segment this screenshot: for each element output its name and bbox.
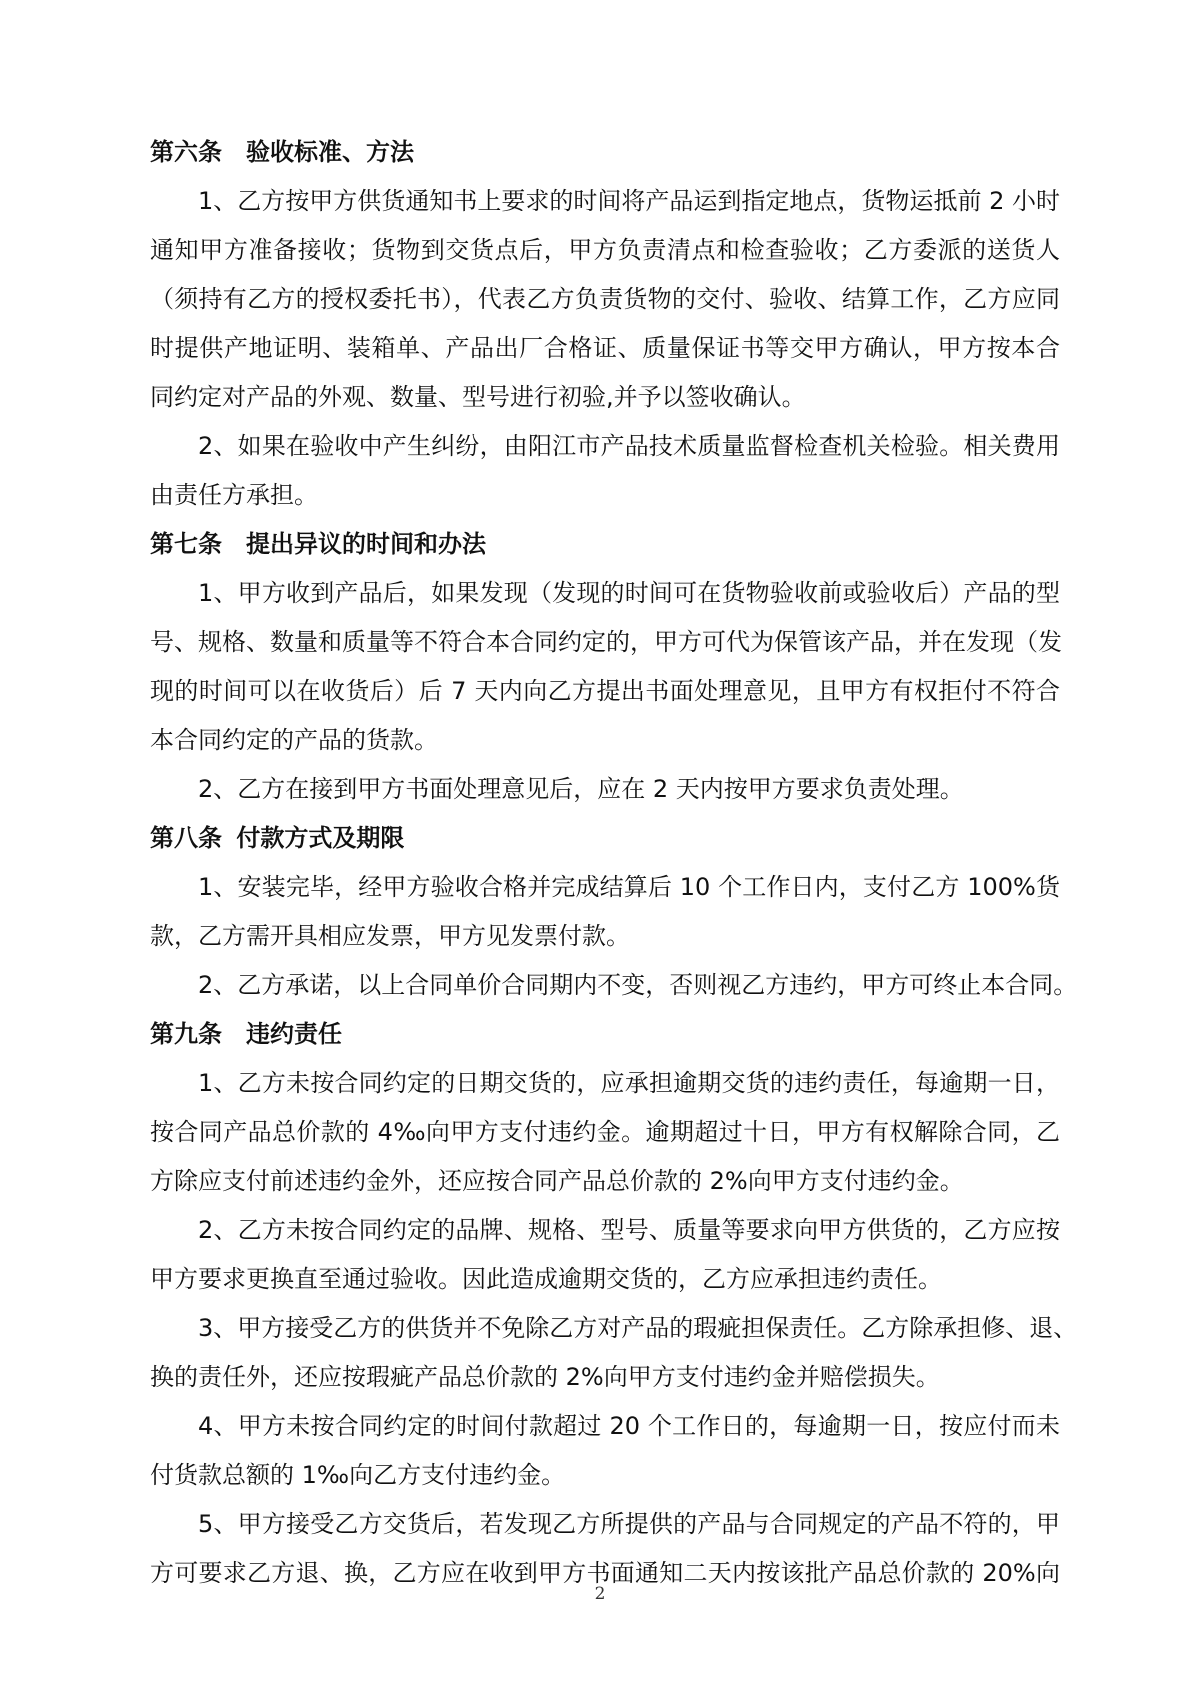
page-number: 2 <box>594 1584 606 1604</box>
clause-paragraph <box>150 1059 1060 1206</box>
clause-paragraph <box>150 863 1060 961</box>
paragraph-line: 1、乙方未按合同约定的日期交货的，应承担逾期交货的违约责任，每逾期一日， <box>198 1069 1060 1097</box>
contract-section <box>150 128 1060 520</box>
paragraph-line: 付货款总额的 1‰向乙方支付违约金。 <box>150 1461 566 1489</box>
paragraph-line: 2、乙方未按合同约定的品牌、规格、型号、质量等要求向甲方供货的，乙方应按 <box>198 1216 1060 1244</box>
paragraph-line: 由责任方承担。 <box>150 481 318 509</box>
contract-section <box>150 1010 1078 1598</box>
paragraph-line: 现的时间可以在收货后）后 7 天内向乙方提出书面处理意见，且甲方有权拒付不符合 <box>150 677 1060 705</box>
paragraph-line: 甲方要求更换直至通过验收。因此造成逾期交货的，乙方应承担违约责任。 <box>150 1265 942 1293</box>
paragraph-line: 1、甲方收到产品后，如果发现（发现的时间可在货物验收前或验收后）产品的型 <box>198 579 1060 607</box>
paragraph-line: 款，乙方需开具相应发票，甲方见发票付款。 <box>150 922 630 950</box>
clause-paragraph <box>150 1304 1078 1402</box>
clause-paragraph <box>150 569 1060 765</box>
paragraph-line: （须持有乙方的授权委托书），代表乙方负责货物的交付、验收、结算工作，乙方应同 <box>150 285 1060 313</box>
section-heading: 第八条 付款方式及期限 <box>150 824 405 852</box>
paragraph-line: 时提供产地证明、装箱单、产品出厂合格证、质量保证书等交甲方确认，甲方按本合 <box>150 334 1060 362</box>
paragraph-line: 1、安装完毕，经甲方验收合格并完成结算后 10 个工作日内，支付乙方 100%货 <box>198 873 1060 901</box>
paragraph-line: 本合同约定的产品的货款。 <box>150 726 438 754</box>
paragraph-line: 2、乙方在接到甲方书面处理意见后，应在 2 天内按甲方要求负责处理。 <box>198 775 964 803</box>
paragraph-line: 方可要求乙方退、换，乙方应在收到甲方书面通知二天内按该批产品总价款的 20%向 <box>150 1559 1060 1587</box>
contract-section <box>150 520 1060 814</box>
contract-section <box>150 814 1078 1010</box>
paragraph-line: 5、甲方接受乙方交货后，若发现乙方所提供的产品与合同规定的产品不符的，甲 <box>198 1510 1060 1538</box>
document-body <box>150 128 1078 1598</box>
paragraph-line: 4、甲方未按合同约定的时间付款超过 20 个工作日的，每逾期一日，按应付而未 <box>198 1412 1060 1440</box>
clause-paragraph <box>150 1402 1060 1500</box>
paragraph-line: 通知甲方准备接收；货物到交货点后，甲方负责清点和检查验收；乙方委派的送货人 <box>150 236 1060 264</box>
clause-paragraph <box>150 961 1078 1010</box>
clause-paragraph <box>150 177 1060 422</box>
section-heading: 第九条 违约责任 <box>150 1020 342 1048</box>
paragraph-line: 3、甲方接受乙方的供货并不免除乙方对产品的瑕疵担保责任。乙方除承担修、退、 <box>198 1314 1078 1342</box>
paragraph-line: 号、规格、数量和质量等不符合本合同约定的，甲方可代为保管该产品，并在发现（发 <box>150 628 1062 656</box>
paragraph-line: 同约定对产品的外观、数量、型号进行初验,并予以签收确认。 <box>150 383 806 411</box>
paragraph-line: 方除应支付前述违约金外，还应按合同产品总价款的 2%向甲方支付违约金。 <box>150 1167 964 1195</box>
clause-paragraph <box>150 765 1060 814</box>
paragraph-line: 2、如果在验收中产生纠纷，由阳江市产品技术质量监督检查机关检验。相关费用 <box>198 432 1060 460</box>
paragraph-line: 按合同产品总价款的 4‰向甲方支付违约金。逾期超过十日，甲方有权解除合同，乙 <box>150 1118 1060 1146</box>
paragraph-line: 换的责任外，还应按瑕疵产品总价款的 2%向甲方支付违约金并赔偿损失。 <box>150 1363 940 1391</box>
section-heading: 第六条 验收标准、方法 <box>150 138 414 166</box>
paragraph-line: 2、乙方承诺，以上合同单价合同期内不变，否则视乙方违约，甲方可终止本合同。 <box>198 971 1078 999</box>
clause-paragraph <box>150 422 1060 520</box>
section-heading: 第七条 提出异议的时间和办法 <box>150 530 486 558</box>
clause-paragraph <box>150 1206 1060 1304</box>
paragraph-line: 1、乙方按甲方供货通知书上要求的时间将产品运到指定地点，货物运抵前 2 小时 <box>198 187 1060 215</box>
